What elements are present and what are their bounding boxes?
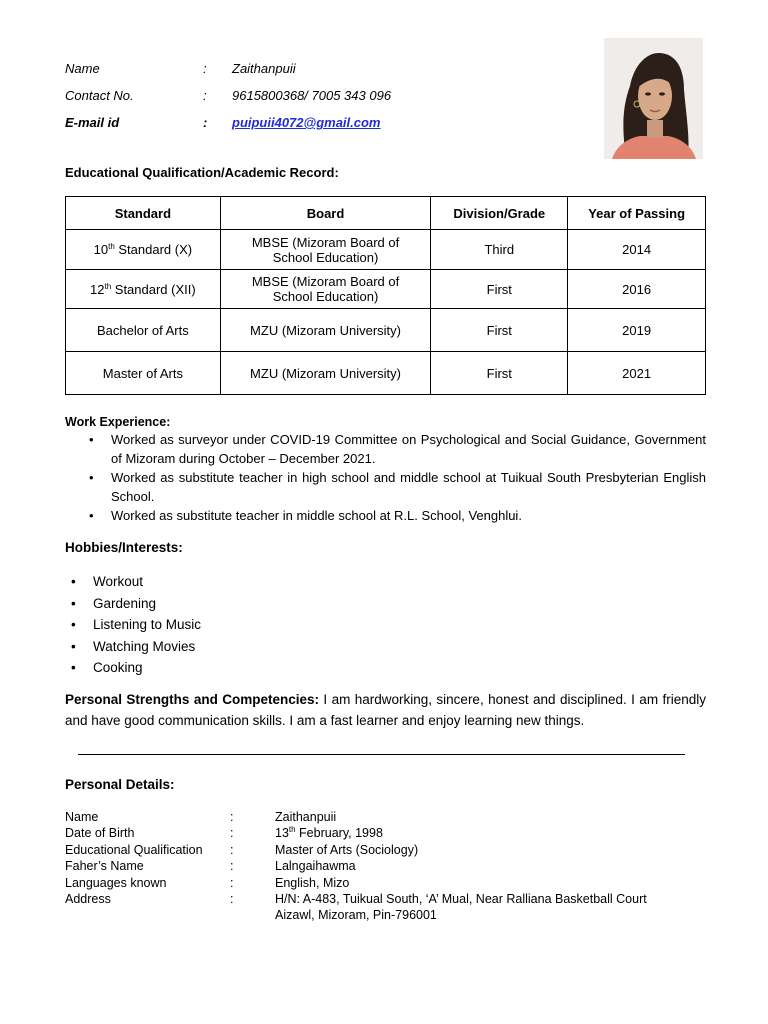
name-value: Zaithanpuii: [232, 61, 296, 76]
standard-cell: Master of Arts: [66, 352, 221, 395]
detail-value: [275, 825, 383, 841]
hobbies-title: Hobbies/Interests:: [65, 540, 183, 555]
divider: [78, 754, 685, 755]
personal-title: Personal Details:: [65, 777, 175, 792]
education-table: [65, 196, 706, 395]
dob-day: 13: [275, 826, 289, 841]
name-label: Name: [65, 61, 100, 76]
standard-text: Standard (X): [114, 242, 193, 257]
detail-colon: :: [230, 842, 234, 857]
division-cell: First: [431, 352, 568, 395]
email-label: E-mail id: [65, 115, 120, 130]
profile-photo: [604, 38, 703, 159]
board-cell: [220, 230, 431, 270]
hobbies-list: [71, 571, 201, 679]
standard-suffix: th: [104, 281, 112, 291]
table-header-row: [66, 197, 706, 230]
name-colon: :: [203, 61, 207, 76]
table-row: [66, 230, 706, 270]
strengths-paragraph: [65, 689, 706, 731]
board-cell: [220, 270, 431, 309]
list-item: • Listening to Music: [71, 614, 201, 636]
board-cell: MZU (Mizoram University): [220, 352, 431, 395]
detail-value: Master of Arts (Sociology): [275, 842, 419, 857]
header-board: Board: [220, 197, 431, 230]
year-cell: 2014: [568, 230, 706, 270]
detail-value: H/N: A-483, Tuikual South, ‘A’ Mual, Near Ralliana Basketball Court: [275, 891, 647, 906]
board-line: MBSE (Mizoram Board of: [251, 274, 400, 289]
list-item: • Worked as surveyor under COVID-19 Committee on Psychological and Social Guidance, Government of Mizoram during October – December 2021.: [89, 430, 706, 468]
year-cell: 2021: [568, 352, 706, 395]
board-line: MBSE (Mizoram Board of: [251, 234, 400, 250]
detail-colon: :: [230, 826, 234, 841]
work-title: Work Experience:: [65, 415, 171, 429]
list-item: • Worked as substitute teacher in high school and middle school at Tuikual South Presbyterian English School.: [89, 468, 706, 506]
list-item: • Workout: [71, 571, 201, 593]
year-cell: 2016: [568, 270, 706, 309]
contact-value: 9615800368/ 7005 343 096: [232, 88, 392, 103]
detail-label: Name: [65, 810, 99, 824]
board-line: School Education): [272, 289, 379, 304]
detail-value: Zaithanpuii: [275, 810, 337, 824]
standard-cell: [66, 230, 221, 270]
division-cell: First: [431, 309, 568, 352]
dob-suffix: th: [288, 825, 296, 835]
standard-suffix: th: [108, 242, 115, 251]
detail-colon: :: [230, 810, 234, 824]
header-year: Year of Passing: [568, 197, 706, 230]
email-colon: :: [203, 115, 208, 130]
list-item: • Watching Movies: [71, 636, 201, 658]
work-list: [89, 430, 706, 525]
dob-rest: February, 1998: [295, 826, 383, 841]
detail-label: Address: [65, 891, 111, 906]
strengths-text: I am hardworking, sincere, honest and disciplined. I am friendly and have good communication skills. I am a fast learner and enjoy learning new things.: [65, 692, 706, 728]
detail-label: Faher’s Name: [65, 859, 144, 874]
detail-colon: :: [230, 891, 234, 906]
header-division: Division/Grade: [431, 197, 568, 230]
board-line: School Education): [272, 249, 379, 265]
education-title: Educational Qualification/Academic Record:: [65, 165, 339, 180]
email-link[interactable]: puipuii4072@gmail.com: [232, 115, 381, 130]
list-item: • Cooking: [71, 657, 201, 679]
standard-text: Standard (XII): [111, 281, 196, 297]
contact-colon: :: [203, 88, 207, 103]
standard-number: 12: [90, 281, 105, 297]
detail-label: Educational Qualification: [65, 842, 203, 857]
division-cell: Third: [431, 230, 568, 270]
table-row: [66, 352, 706, 395]
detail-label: Date of Birth: [65, 826, 135, 841]
contact-label: Contact No.: [65, 88, 134, 103]
list-item: • Gardening: [71, 593, 201, 615]
standard-cell: Bachelor of Arts: [66, 309, 221, 352]
year-cell: 2019: [568, 309, 706, 352]
standard-number: 10: [93, 242, 109, 257]
detail-colon: :: [230, 859, 234, 874]
board-cell: MZU (Mizoram University): [220, 309, 431, 352]
detail-value: Lalngaihawma: [275, 859, 356, 874]
detail-value: English, Mizo: [275, 875, 350, 890]
table-row: [66, 309, 706, 352]
strengths-title: Personal Strengths and Competencies:: [65, 692, 320, 707]
standard-cell: [66, 270, 221, 309]
detail-label: Languages known: [65, 875, 167, 890]
division-cell: First: [431, 270, 568, 309]
list-item: • Worked as substitute teacher in middle school at R.L. School, Venghlui.: [89, 506, 706, 525]
detail-value: Aizawl, Mizoram, Pin-796001: [275, 908, 437, 923]
table-row: [66, 270, 706, 309]
detail-colon: :: [230, 875, 234, 890]
header-standard: Standard: [66, 197, 221, 230]
profile-photo-graphic: [604, 38, 703, 159]
